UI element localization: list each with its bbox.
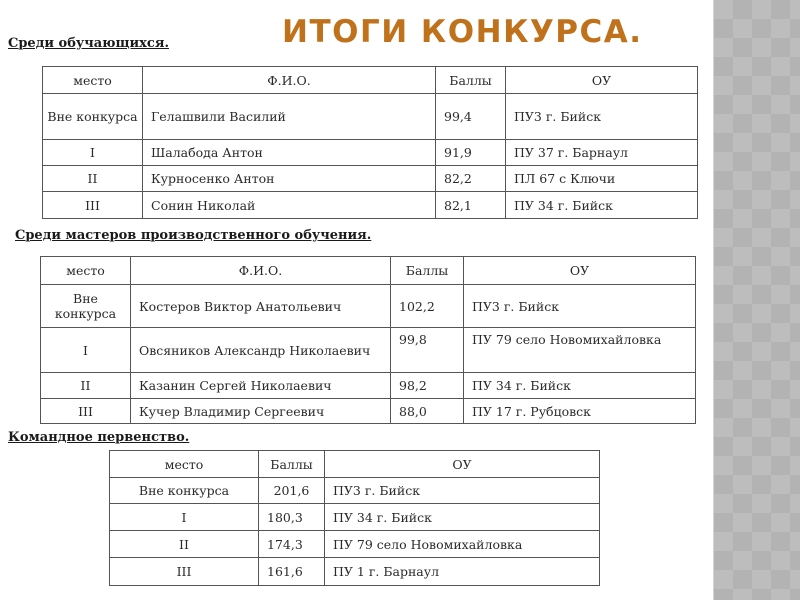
school-cell: ПЛ 67 с Ключи — [506, 166, 698, 192]
score-cell: 82,1 — [436, 192, 506, 219]
score-cell: 98,2 — [391, 373, 464, 399]
column-header: место — [41, 257, 131, 285]
table-row — [43, 166, 698, 192]
column-header: Баллы — [259, 451, 325, 478]
name-cell: Гелашвили Василий — [143, 94, 436, 140]
table-row — [41, 328, 696, 373]
place-cell: II — [41, 373, 131, 399]
column-header: Ф.И.О. — [143, 67, 436, 94]
place-cell: III — [41, 399, 131, 424]
score-cell: 82,2 — [436, 166, 506, 192]
name-cell: Кучер Владимир Сергеевич — [131, 399, 391, 424]
column-header: Баллы — [436, 67, 506, 94]
team-heading: Командное первенство. — [8, 430, 190, 445]
score-cell: 161,6 — [259, 558, 325, 586]
table-row — [110, 558, 600, 586]
score-cell: 201,6 — [259, 478, 325, 504]
place-cell: I — [43, 140, 143, 166]
place-cell: II — [43, 166, 143, 192]
place-cell: III — [110, 558, 259, 586]
table-row — [110, 478, 600, 504]
school-cell: ПУ 34 г. Бийск — [464, 373, 696, 399]
column-header: Ф.И.О. — [131, 257, 391, 285]
school-cell: ПУ3 г. Бийск — [506, 94, 698, 140]
place-cell: Вне конкурса — [110, 478, 259, 504]
school-cell: ПУ3 г. Бийск — [464, 285, 696, 328]
name-cell: Казанин Сергей Николаевич — [131, 373, 391, 399]
team-table — [109, 450, 600, 586]
school-cell: ПУ 79 село Новомихайловка — [464, 328, 696, 373]
score-cell: 99,8 — [391, 328, 464, 373]
place-cell: I — [110, 504, 259, 531]
table-row — [43, 140, 698, 166]
column-header: место — [110, 451, 259, 478]
table-row — [41, 373, 696, 399]
score-cell: 102,2 — [391, 285, 464, 328]
score-cell: 88,0 — [391, 399, 464, 424]
name-cell: Шалабода Антон — [143, 140, 436, 166]
table-row — [41, 285, 696, 328]
school-cell: ПУ 37 г. Барнаул — [506, 140, 698, 166]
table-header-row — [43, 67, 698, 94]
score-cell: 180,3 — [259, 504, 325, 531]
school-cell: ПУ 79 село Новомихайловка — [325, 531, 600, 558]
table-row — [43, 192, 698, 219]
school-cell: ПУ 34 г. Бийск — [506, 192, 698, 219]
students-heading: Среди обучающихся. — [8, 36, 169, 51]
score-cell: 91,9 — [436, 140, 506, 166]
slide-title: ИТОГИ КОНКУРСА. — [282, 14, 643, 50]
masters-table — [40, 256, 696, 424]
score-cell: 174,3 — [259, 531, 325, 558]
place-cell: II — [110, 531, 259, 558]
table-row — [110, 504, 600, 531]
table-header-row — [41, 257, 696, 285]
decorative-side-panel — [713, 0, 800, 600]
table-row — [110, 531, 600, 558]
place-cell: I — [41, 328, 131, 373]
column-header: Баллы — [391, 257, 464, 285]
table-row — [41, 399, 696, 424]
school-cell: ПУ 17 г. Рубцовск — [464, 399, 696, 424]
school-cell: ПУ 34 г. Бийск — [325, 504, 600, 531]
name-cell: Овсяников Александр Николаевич — [131, 328, 391, 373]
name-cell: Сонин Николай — [143, 192, 436, 219]
students-table — [42, 66, 698, 219]
place-cell: III — [43, 192, 143, 219]
place-cell: Вне конкурса — [43, 94, 143, 140]
column-header: ОУ — [506, 67, 698, 94]
name-cell: Курносенко Антон — [143, 166, 436, 192]
school-cell: ПУ 1 г. Барнаул — [325, 558, 600, 586]
score-cell: 99,4 — [436, 94, 506, 140]
column-header: место — [43, 67, 143, 94]
masters-heading: Среди мастеров производственного обучения. — [15, 228, 372, 243]
column-header: ОУ — [325, 451, 600, 478]
column-header: ОУ — [464, 257, 696, 285]
table-row — [43, 94, 698, 140]
name-cell: Костеров Виктор Анатольевич — [131, 285, 391, 328]
place-cell: Вне конкурса — [41, 285, 131, 328]
school-cell: ПУ3 г. Бийск — [325, 478, 600, 504]
table-header-row — [110, 451, 600, 478]
